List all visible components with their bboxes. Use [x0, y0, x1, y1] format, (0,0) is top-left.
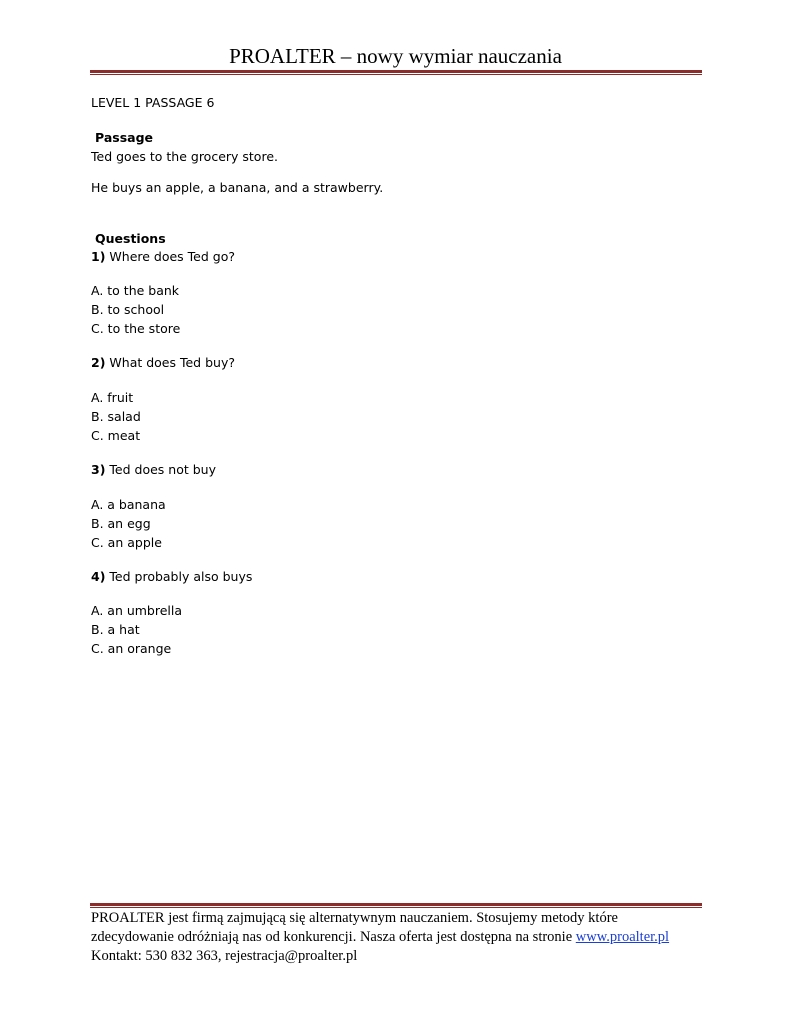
page-header-title: PROALTER – nowy wymiar nauczania	[229, 44, 562, 68]
question-number: 4)	[91, 569, 106, 584]
footer-line-2-text: zdecydowanie odróżniają nas od konkurencji. Nasza oferta jest dostępna na stronie	[91, 929, 573, 945]
question-4-option-b: B. a hat	[91, 622, 140, 637]
question-3-option-a: A. a banana	[91, 497, 166, 512]
question-3	[91, 462, 216, 477]
question-3-option-b: B. an egg	[91, 516, 151, 531]
question-1-option-a: A. to the bank	[91, 283, 180, 298]
question-2-option-c: C. meat	[91, 428, 141, 443]
question-2	[91, 355, 235, 370]
question-4-option-a: A. an umbrella	[91, 603, 183, 618]
question-1-option-b: B. to school	[91, 302, 165, 317]
question-text: Ted does not buy	[109, 462, 216, 477]
footer-line-1: PROALTER jest firmą zajmującą się alternatywnym nauczaniem. Stosujemy metody które	[91, 910, 618, 926]
question-number: 3)	[91, 462, 106, 477]
question-text: What does Ted buy?	[109, 355, 235, 370]
level-label: LEVEL 1 PASSAGE 6	[91, 95, 215, 110]
header-divider	[90, 70, 702, 75]
question-text: Ted probably also buys	[109, 569, 253, 584]
question-4	[91, 569, 252, 584]
footer-line-2	[91, 928, 703, 947]
question-text: Where does Ted go?	[109, 249, 235, 264]
question-number: 2)	[91, 355, 106, 370]
question-2-option-a: A. fruit	[91, 390, 134, 405]
footer-divider	[90, 903, 702, 908]
footer-contact: Kontakt: 530 832 363, rejestracja@proalter.pl	[91, 948, 358, 964]
passage-line-2: He buys an apple, a banana, and a strawberry.	[91, 180, 384, 195]
question-1	[91, 249, 235, 264]
passage-heading: Passage	[95, 130, 154, 145]
passage-line-1: Ted goes to the grocery store.	[91, 149, 278, 164]
question-1-option-c: C. to the store	[91, 321, 181, 336]
question-2-option-b: B. salad	[91, 409, 141, 424]
question-number: 1)	[91, 249, 106, 264]
question-3-option-c: C. an apple	[91, 535, 162, 550]
questions-heading: Questions	[95, 231, 166, 246]
question-4-option-c: C. an orange	[91, 641, 172, 656]
website-link[interactable]: www.proalter.pl	[575, 929, 670, 945]
footer	[91, 909, 703, 966]
